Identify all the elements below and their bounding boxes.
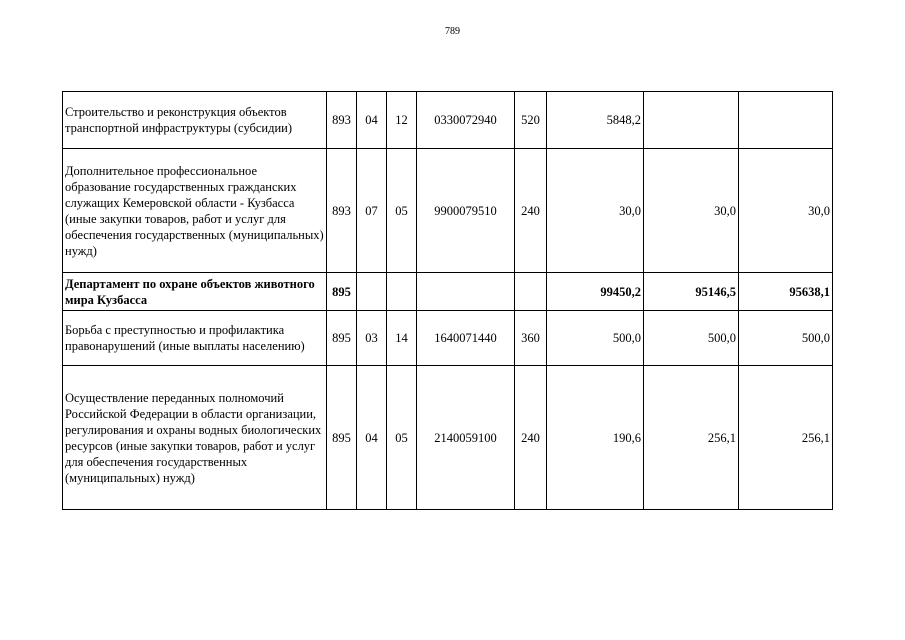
row-name: Дополнительное профессиональное образование государственных гражданских служащих Кемеровской области - Кузбасса (иные закупки товаров, работ и услуг для обеспечения государственных (муниципальных) нужд)	[63, 149, 327, 273]
row-year2: 500,0	[644, 311, 739, 366]
table-row	[63, 149, 833, 273]
row-ved: 893	[327, 149, 357, 273]
row-ved: 895	[327, 273, 357, 311]
row-rz	[357, 273, 387, 311]
table-row	[63, 92, 833, 149]
table-row	[63, 273, 833, 311]
row-pr: 05	[387, 366, 417, 510]
row-year2: 256,1	[644, 366, 739, 510]
row-year1: 190,6	[547, 366, 644, 510]
row-rz: 03	[357, 311, 387, 366]
row-name: Строительство и реконструкция объектов транспортной инфраструктуры (субсидии)	[63, 92, 327, 149]
row-pr	[387, 273, 417, 311]
row-pr: 12	[387, 92, 417, 149]
row-year2: 30,0	[644, 149, 739, 273]
row-pr: 05	[387, 149, 417, 273]
row-rz: 04	[357, 366, 387, 510]
row-name: Департамент по охране объектов животного мира Кузбасса	[63, 273, 327, 311]
table-row	[63, 366, 833, 510]
row-year1: 30,0	[547, 149, 644, 273]
row-ved: 895	[327, 366, 357, 510]
page-number: 789	[445, 26, 460, 37]
row-name: Борьба с преступностью и профилактика правонарушений (иные выплаты населению)	[63, 311, 327, 366]
row-pr: 14	[387, 311, 417, 366]
row-year2: 95146,5	[644, 273, 739, 311]
row-rz: 04	[357, 92, 387, 149]
row-csr: 1640071440	[417, 311, 515, 366]
row-rz: 07	[357, 149, 387, 273]
row-year1: 5848,2	[547, 92, 644, 149]
row-vr: 240	[515, 149, 547, 273]
row-year3	[739, 92, 833, 149]
row-vr: 520	[515, 92, 547, 149]
row-year2	[644, 92, 739, 149]
row-ved: 893	[327, 92, 357, 149]
row-ved: 895	[327, 311, 357, 366]
row-year1: 500,0	[547, 311, 644, 366]
row-csr: 0330072940	[417, 92, 515, 149]
row-year3: 256,1	[739, 366, 833, 510]
row-name: Осуществление переданных полномочий Российской Федерации в области организации, регулирования и охраны водных биологических ресурсов (иные закупки товаров, работ и услуг для обеспечения государственных (муниципальных) нужд)	[63, 366, 327, 510]
row-year3: 500,0	[739, 311, 833, 366]
budget-table	[62, 91, 833, 510]
row-year1: 99450,2	[547, 273, 644, 311]
row-csr	[417, 273, 515, 311]
row-csr: 2140059100	[417, 366, 515, 510]
row-vr	[515, 273, 547, 311]
row-year3: 95638,1	[739, 273, 833, 311]
row-vr: 360	[515, 311, 547, 366]
table-row	[63, 311, 833, 366]
row-csr: 9900079510	[417, 149, 515, 273]
row-year3: 30,0	[739, 149, 833, 273]
row-vr: 240	[515, 366, 547, 510]
